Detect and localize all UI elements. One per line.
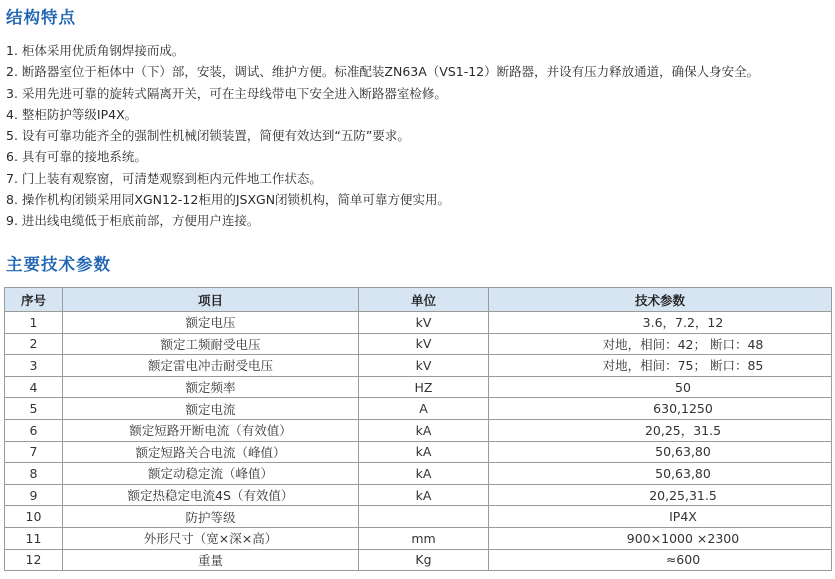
feature-item: 8. 操作机构闭锁采用同XGN12-12柜用的JSXGN闭锁机构，简单可靠方便实用。 xyxy=(6,192,451,208)
cell-index: 11 xyxy=(5,527,63,549)
cell-item: 额定电压 xyxy=(63,312,359,334)
table-row xyxy=(5,441,832,463)
feature-item: 6. 具有可靠的接地系统。 xyxy=(6,149,147,165)
cell-item: 额定动稳定流（峰值） xyxy=(63,463,359,485)
cell-index: 2 xyxy=(5,333,63,355)
cell-index: 4 xyxy=(5,376,63,398)
cell-item: 额定工频耐受电压 xyxy=(63,333,359,355)
section-title-specs: 主要技术参数 xyxy=(6,255,111,274)
cell-index: 1 xyxy=(5,312,63,334)
cell-unit: kA xyxy=(359,463,489,485)
header-parameter: 技术参数 xyxy=(489,288,832,312)
cell-index: 8 xyxy=(5,463,63,485)
cell-item: 重量 xyxy=(63,549,359,571)
table-row xyxy=(5,484,832,506)
cell-parameter: 50,63,80 xyxy=(489,463,832,485)
cell-parameter: 50,63,80 xyxy=(489,441,832,463)
header-item: 项目 xyxy=(63,288,359,312)
table-row xyxy=(5,333,832,355)
cell-parameter: 对地，相间：42； 断口：48 xyxy=(489,333,832,355)
cell-item: 额定电流 xyxy=(63,398,359,420)
cell-index: 7 xyxy=(5,441,63,463)
section-title-structure: 结构特点 xyxy=(6,8,76,27)
feature-list xyxy=(6,40,759,232)
cell-parameter: 20,25,31.5 xyxy=(489,484,832,506)
feature-item: 7. 门上装有观察窗，可清楚观察到柜内元件地工作状态。 xyxy=(6,170,322,186)
cell-unit: kV xyxy=(359,333,489,355)
cell-unit: A xyxy=(359,398,489,420)
table-row xyxy=(5,506,832,528)
cell-item: 防护等级 xyxy=(63,506,359,528)
cell-unit: kV xyxy=(359,312,489,334)
cell-parameter: 对地，相间：75； 断口：85 xyxy=(489,355,832,377)
cell-parameter: 900×1000 ×2300 xyxy=(489,527,832,549)
feature-item: 4. 整柜防护等级IP4X。 xyxy=(6,106,138,122)
feature-item: 9. 进出线电缆低于柜底前部，方便用户连接。 xyxy=(6,213,260,229)
cell-unit: kA xyxy=(359,419,489,441)
feature-item: 3. 采用先进可靠的旋转式隔离开关，可在主母线带电下安全进入断路器室检修。 xyxy=(6,85,447,101)
cell-unit: mm xyxy=(359,527,489,549)
cell-item: 外形尺寸（宽×深×高） xyxy=(63,527,359,549)
cell-unit: kA xyxy=(359,441,489,463)
spec-table xyxy=(4,287,832,571)
cell-parameter: ≈600 xyxy=(489,549,832,571)
table-row xyxy=(5,398,832,420)
cell-item: 额定短路关合电流（峰值） xyxy=(63,441,359,463)
cell-index: 3 xyxy=(5,355,63,377)
cell-unit xyxy=(359,506,489,528)
cell-unit: Kg xyxy=(359,549,489,571)
cell-index: 12 xyxy=(5,549,63,571)
cell-item: 额定雷电冲击耐受电压 xyxy=(63,355,359,377)
table-row xyxy=(5,419,832,441)
cell-item: 额定短路开断电流（有效值） xyxy=(63,419,359,441)
table-row xyxy=(5,355,832,377)
table-header-row xyxy=(5,288,832,312)
cell-index: 10 xyxy=(5,506,63,528)
cell-parameter: IP4X xyxy=(489,506,832,528)
cell-parameter: 20,25，31.5 xyxy=(489,419,832,441)
table-row xyxy=(5,463,832,485)
feature-item: 1. 柜体采用优质角钢焊接而成。 xyxy=(6,43,185,58)
cell-item: 额定热稳定电流4S（有效值） xyxy=(63,484,359,506)
table-row xyxy=(5,527,832,549)
cell-parameter: 630,1250 xyxy=(489,398,832,420)
cell-index: 9 xyxy=(5,484,63,506)
header-index: 序号 xyxy=(5,288,63,312)
cell-parameter: 3.6，7.2，12 xyxy=(489,312,832,334)
header-unit: 单位 xyxy=(359,288,489,312)
feature-item: 5. 设有可靠功能齐全的强制性机械闭锁装置，简便有效达到“五防”要求。 xyxy=(6,128,410,144)
cell-unit: kV xyxy=(359,355,489,377)
cell-unit: HZ xyxy=(359,376,489,398)
table-row xyxy=(5,549,832,571)
table-row xyxy=(5,376,832,398)
cell-item: 额定频率 xyxy=(63,376,359,398)
cell-parameter: 50 xyxy=(489,376,832,398)
cell-index: 6 xyxy=(5,419,63,441)
cell-unit: kA xyxy=(359,484,489,506)
cell-index: 5 xyxy=(5,398,63,420)
feature-item: 2. 断路器室位于柜体中（下）部，安装，调试、维护方便。标准配装ZN63A（VS1-12）断路器，并设有压力释放通道，确保人身安全。 xyxy=(6,64,760,80)
table-row xyxy=(5,312,832,334)
